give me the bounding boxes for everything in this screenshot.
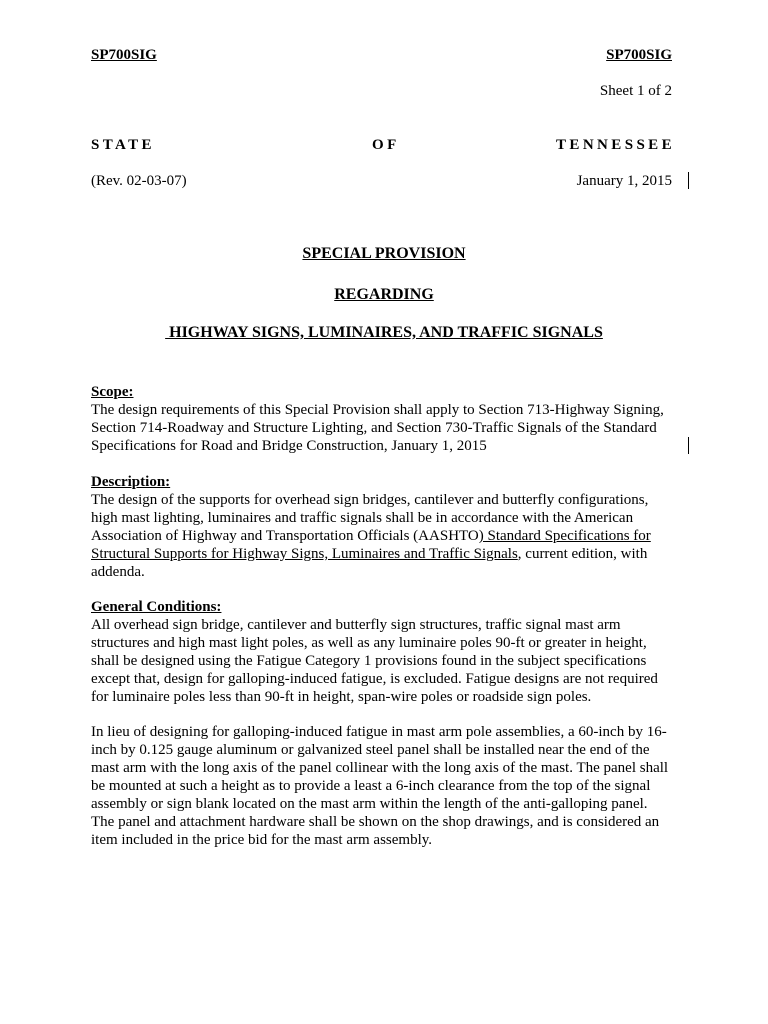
sheet-number: Sheet 1 of 2 xyxy=(599,83,672,99)
general-para-2 xyxy=(91,723,668,849)
change-bar xyxy=(688,437,689,454)
description-line xyxy=(91,527,651,545)
title-special-provision: SPECIAL PROVISION xyxy=(302,245,466,262)
scope-line: Section 714-Roadway and Structure Lighting, and Section 730-Traffic Signals of the Standard xyxy=(91,420,657,436)
description-body xyxy=(91,491,651,581)
change-bar xyxy=(688,172,689,189)
date-text: January 1, 2015 xyxy=(576,173,672,189)
general-line: for luminaire poles less than 90-ft in height, span-wire poles or roadside sign poles. xyxy=(91,689,592,705)
general-line: The panel and attachment hardware shall be shown on the shop drawings, and is considered an xyxy=(91,814,660,830)
state-word: STATE xyxy=(91,137,155,153)
description-heading: Description: xyxy=(91,474,171,490)
general-line: inch by 0.125 gauge aluminum or galvanized steel panel shall be installed near the end of the xyxy=(91,742,650,758)
description-line: high mast lighting, luminaires and traffic signals shall be in accordance with the American xyxy=(91,510,634,526)
tennessee-word: TENNESSEE xyxy=(556,137,675,153)
general-line: assembly or sign blank located on the mast arm within the length of the anti-galloping panel. xyxy=(91,796,648,812)
scope-body xyxy=(91,401,664,455)
header-code-left: SP700SIG xyxy=(91,47,157,63)
description-text: Association of Highway and Transportation Officials (AASHTO xyxy=(91,528,479,544)
general-line: In lieu of designing for galloping-induced fatigue in mast arm pole assemblies, a 60-inch by 16- xyxy=(91,724,667,740)
general-para-1 xyxy=(91,616,658,706)
of-word: OF xyxy=(372,137,400,153)
description-line: The design of the supports for overhead sign bridges, cantilever and butterfly configurations, xyxy=(91,492,649,508)
general-line: mast arm with the long axis of the panel collinear with the long axis of the mast. The panel shall xyxy=(91,760,669,776)
description-text: , current edition, with xyxy=(517,546,648,562)
general-conditions-heading: General Conditions: xyxy=(91,599,222,615)
spec-reference-link: Structural Supports for Highway Signs, Luminaires and Traffic Signals xyxy=(91,546,518,562)
title-subject: HIGHWAY SIGNS, LUMINAIRES, AND TRAFFIC SIGNALS xyxy=(165,324,603,341)
description-line xyxy=(91,545,651,563)
spec-reference-link: ) Standard Specifications for xyxy=(478,528,651,544)
title-regarding: REGARDING xyxy=(334,286,434,303)
revision-text: (Rev. 02-03-07) xyxy=(91,173,187,189)
general-line: structures and high mast light poles, as well as any luminaire poles 90-ft or greater in height, xyxy=(91,635,647,651)
scope-line: Specifications for Road and Bridge Construction, January 1, 2015 xyxy=(91,438,487,454)
scope-line: The design requirements of this Special Provision shall apply to Section 713-Highway Signing, xyxy=(91,402,664,418)
general-line: shall be designed using the Fatigue Category 1 provisions found in the subject specifications xyxy=(91,653,647,669)
general-line: be mounted at such a height as to provide a least a 6-inch clearance from the top of the signal xyxy=(91,778,651,794)
general-line: All overhead sign bridge, cantilever and butterfly sign structures, traffic signal mast arm xyxy=(91,617,621,633)
general-line: item included in the price bid for the mast arm assembly. xyxy=(91,832,433,848)
general-line: except that, design for galloping-induced fatigue, is excluded. Fatigue designs are not required xyxy=(91,671,658,687)
header-code-right: SP700SIG xyxy=(606,47,672,63)
scope-heading: Scope: xyxy=(91,384,134,400)
description-line: addenda. xyxy=(91,564,145,580)
